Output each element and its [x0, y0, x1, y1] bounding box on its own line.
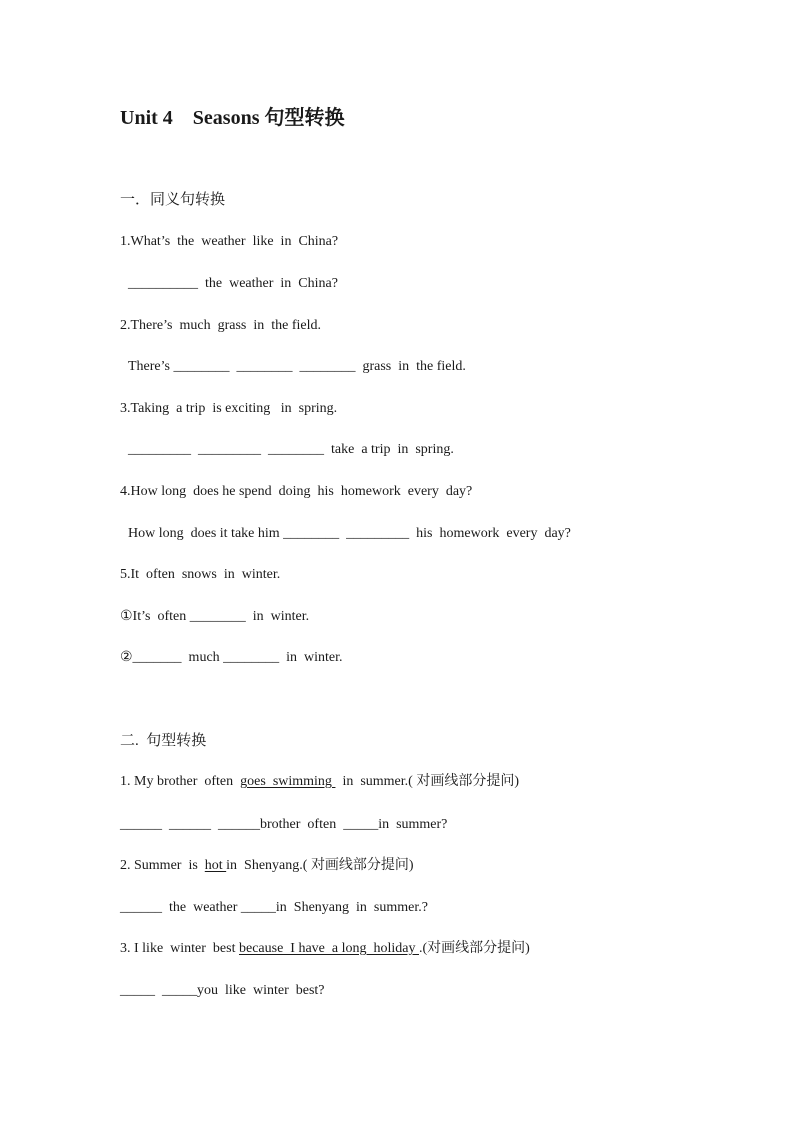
transform-question-2	[120, 857, 414, 875]
answer-5a: ①It’s often ________ in winter.	[120, 609, 310, 624]
answer-1: __________ the weather in China?	[128, 276, 338, 291]
transform-question-1	[120, 773, 519, 791]
q1-instruction: in summer.( 对画线部分提问)	[335, 774, 519, 789]
answer-5b: ②_______ much ________ in winter.	[120, 650, 343, 665]
q1-underlined: goes swimming	[240, 774, 336, 789]
q2-instruction: in Shenyang.( 对画线部分提问)	[226, 858, 414, 873]
question-5: 5.It often snows in winter.	[120, 567, 281, 582]
page-title: Unit 4 Seasons 句型转换	[120, 107, 345, 129]
q3-underlined: because I have a long holiday	[238, 941, 419, 956]
q2-underlined: hot	[204, 858, 227, 873]
answer-2: There’s ________ ________ ________ grass in the field.	[128, 359, 466, 374]
question-4: 4.How long does he spend doing his homework every day?	[120, 484, 473, 499]
question-1: 1.What’s the weather like in China?	[120, 234, 339, 249]
q3-instruction: .(对画线部分提问)	[418, 941, 530, 956]
q2-text: 2. Summer is	[120, 858, 205, 873]
q3-text: 3. I like winter best	[120, 941, 239, 956]
section-heading-synonym: 一．同义句转换	[120, 192, 226, 208]
answer-4: How long does it take him ________ _________ his homework every day?	[128, 526, 571, 541]
transform-answer-1: ______ ______ ______brother often _____in summer?	[120, 817, 448, 832]
question-3: 3.Taking a trip is exciting in spring.	[120, 401, 338, 416]
transform-answer-3: _____ _____you like winter best?	[120, 983, 325, 998]
transform-answer-2: ______ the weather _____in Shenyang in summer.?	[120, 900, 428, 915]
answer-3: _________ _________ ________ take a trip in spring.	[128, 442, 454, 457]
q1-text: 1. My brother often	[120, 774, 241, 789]
transform-question-3	[120, 940, 530, 958]
question-2: 2.There’s much grass in the field.	[120, 318, 322, 333]
section-heading-transform: 二. 句型转换	[120, 733, 207, 749]
